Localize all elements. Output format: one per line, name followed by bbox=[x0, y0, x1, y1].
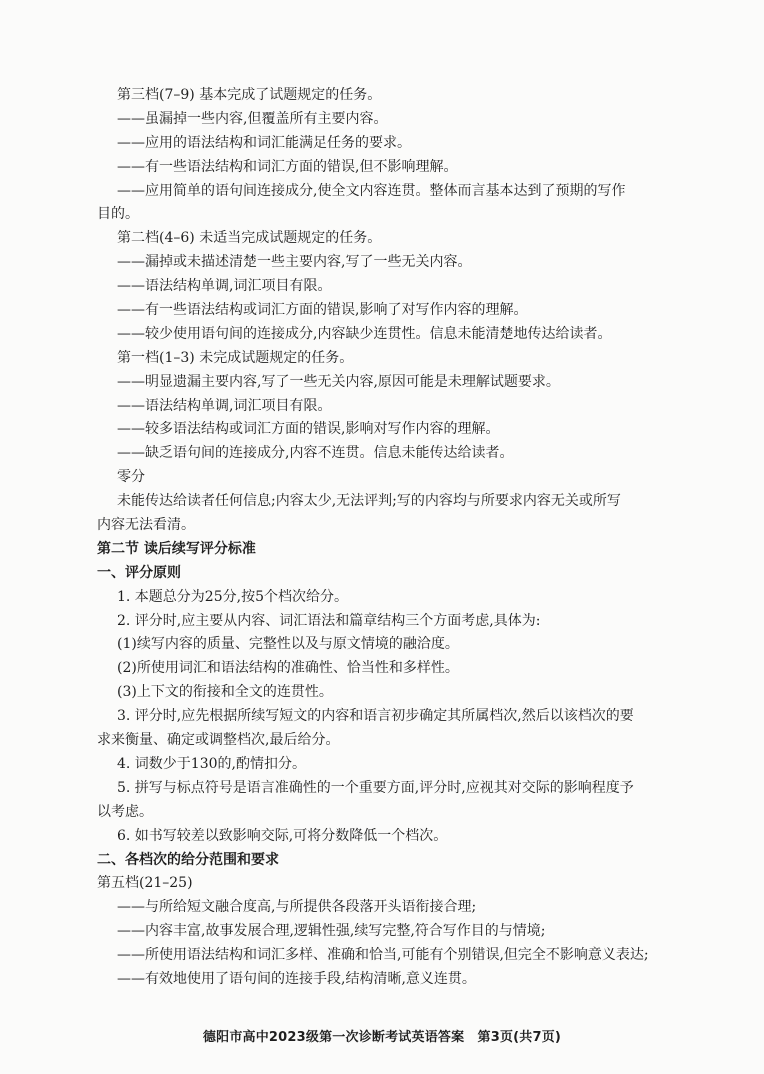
section-heading: 一、评分原则 bbox=[97, 564, 181, 581]
text-line: ——缺乏语句间的连接成分,内容不连贯。信息未能传达给读者。 bbox=[117, 445, 514, 462]
document-body bbox=[0, 84, 764, 992]
text-line: 第五档(21–25) bbox=[97, 875, 193, 892]
text-line: 3. 评分时,应先根据所续写短文的内容和语言初步确定其所属档次,然后以该档次的要 bbox=[117, 708, 634, 725]
section-heading: 第二节 读后续写评分标准 bbox=[97, 540, 256, 557]
text-line: ——较少使用语句间的连接成分,内容缺少连贯性。信息未能清楚地传达给读者。 bbox=[117, 325, 612, 342]
text-line: ——所使用语法结构和词汇多样、准确和恰当,可能有个别错误,但完全不影响意义表达; bbox=[117, 947, 649, 964]
text-line: (1)续写内容的质量、完整性以及与原文情境的融洽度。 bbox=[117, 636, 459, 653]
text-line: ——明显遗漏主要内容,写了一些无关内容,原因可能是未理解试题要求。 bbox=[117, 373, 560, 390]
text-line: ——应用的语法结构和词汇能满足任务的要求。 bbox=[117, 134, 411, 151]
text-line: 以考虑。 bbox=[97, 803, 153, 820]
text-line: ——语法结构单调,词汇项目有限。 bbox=[117, 397, 332, 414]
text-line: 零分 bbox=[117, 469, 145, 486]
text-line: ——有一些语法结构或词汇方面的错误,影响了对写作内容的理解。 bbox=[117, 302, 528, 319]
text-line: 第三档(7–9) 基本完成了试题规定的任务。 bbox=[117, 87, 382, 103]
text-line: ——应用简单的语句间连接成分,使全文内容连贯。整体而言基本达到了预期的写作 bbox=[117, 182, 626, 199]
text-line: ——语法结构单调,词汇项目有限。 bbox=[117, 278, 332, 295]
text-line: 第二档(4–6) 未适当完成试题规定的任务。 bbox=[117, 230, 382, 247]
text-line: ——有效地使用了语句间的连接手段,结构清晰,意义连贯。 bbox=[117, 970, 476, 987]
text-line: (3)上下文的衔接和全文的连贯性。 bbox=[117, 684, 333, 701]
text-line: 4. 词数少于130的,酌情扣分。 bbox=[117, 755, 306, 772]
text-line: 未能传达给读者任何信息;内容太少,无法评判;写的内容均与所要求内容无关或所写 bbox=[117, 493, 621, 510]
text-line: (2)所使用词汇和语法结构的准确性、恰当性和多样性。 bbox=[117, 660, 459, 677]
text-line: 求来衡量、确定或调整档次,最后给分。 bbox=[97, 732, 340, 749]
text-line: 6. 如书写较差以致影响交际,可将分数降低一个档次。 bbox=[117, 827, 448, 844]
section-heading: 二、各档次的给分范围和要求 bbox=[97, 851, 279, 868]
text-line: 1. 本题总分为25分,按5个档次给分。 bbox=[117, 588, 348, 605]
text-line: 2. 评分时,应主要从内容、词汇语法和篇章结构三个方面考虑,具体为: bbox=[117, 612, 541, 629]
text-line: 目的。 bbox=[97, 206, 139, 223]
text-line: ——较多语法结构或词汇方面的错误,影响对写作内容的理解。 bbox=[117, 421, 500, 438]
text-line: ——与所给短文融合度高,与所提供各段落开头语衔接合理; bbox=[117, 899, 477, 916]
text-line: ——虽漏掉一些内容,但覆盖所有主要内容。 bbox=[117, 110, 388, 127]
text-line: 第一档(1–3) 未完成试题规定的任务。 bbox=[117, 349, 354, 366]
text-line: 5. 拼写与标点符号是语言准确性的一个重要方面,评分时,应视其对交际的影响程度予 bbox=[117, 779, 634, 796]
text-line: ——内容丰富,故事发展合理,逻辑性强,续写完整,符合写作目的与情境; bbox=[117, 923, 546, 940]
page-footer: 德阳市高中2023级第一次诊断考试英语答案 第3页(共7页) bbox=[202, 1030, 562, 1045]
text-line: 内容无法看清。 bbox=[97, 517, 195, 534]
text-line: ——漏掉或未描述清楚一些主要内容,写了一些无关内容。 bbox=[117, 254, 472, 271]
text-line: ——有一些语法结构和词汇方面的错误,但不影响理解。 bbox=[117, 158, 458, 175]
